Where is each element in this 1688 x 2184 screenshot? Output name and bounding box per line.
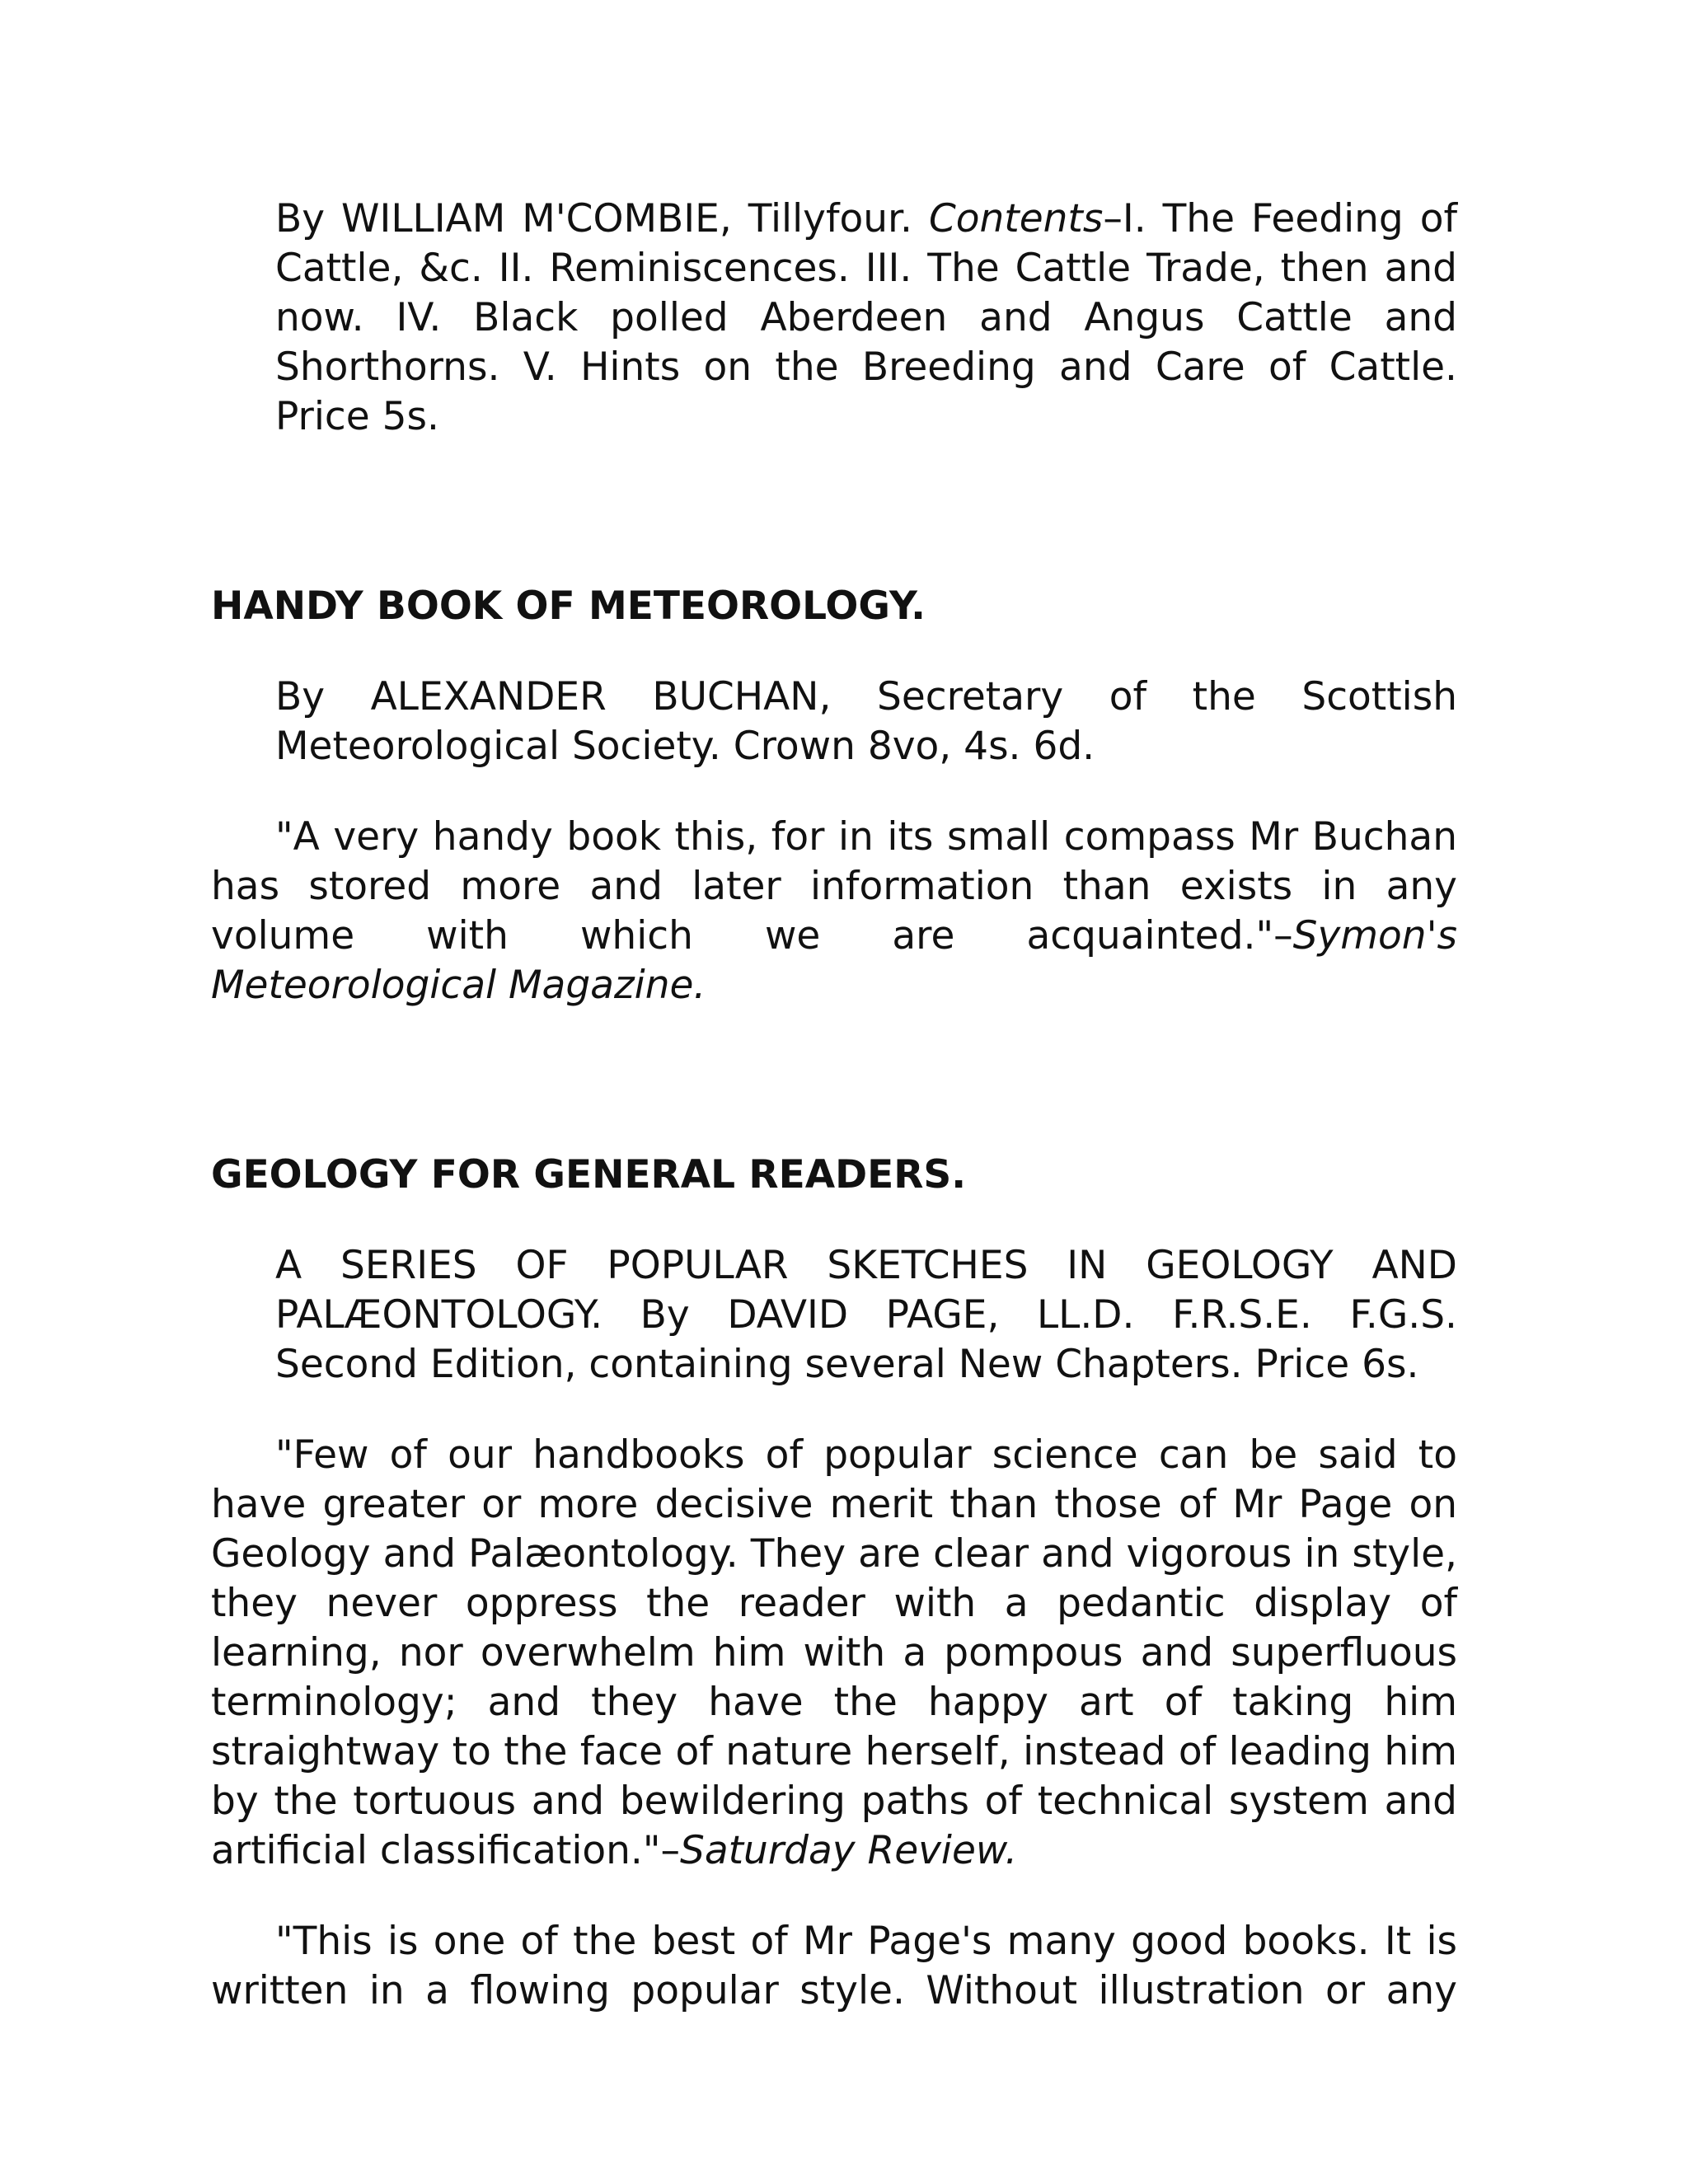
section-gap <box>211 1010 1457 1151</box>
mcombie-description <box>275 194 1457 442</box>
geology-quote-1 <box>211 1431 1457 1876</box>
geology-byline: A SERIES OF POPULAR SKETCHES IN GEOLOGY AND PALÆONTOLOGY. By DAVID PAGE, LL.D. F.R.S.E. F.G.S. Second Edition, containing several New Chapters. Price 6s. <box>275 1243 1457 1387</box>
geology-quote-1-source: Saturday Review. <box>679 1828 1018 1873</box>
mcombie-contents-label: Contents <box>928 196 1104 241</box>
geology-heading: GEOLOGY FOR GENERAL READERS. <box>211 1152 967 1197</box>
section-gap <box>211 442 1457 582</box>
heading-gap <box>211 1200 1457 1241</box>
meteorology-byline: By ALEXANDER BUCHAN, Secretary of the Scottish Meteorological Society. Crown 8vo, 4s. 6d. <box>275 674 1457 769</box>
meteorology-quote-text: "A very handy book this, for in its small compass Mr Buchan has stored more and later information than exists in any volume with which we are acquainted."– <box>211 814 1457 958</box>
geology-quote-2: "This is one of the best of Mr Page's many good books. It is written in a flowing popular style. Without illustration or any <box>211 1919 1457 2013</box>
meteorology-quote <box>211 813 1457 1010</box>
meteorology-heading: HANDY BOOK OF METEOROLOGY. <box>211 583 926 629</box>
paragraph-gap <box>211 1876 1457 1917</box>
paragraph-gap <box>211 771 1457 813</box>
paragraph-gap <box>211 1390 1457 1431</box>
mcombie-byline: By WILLIAM M'COMBIE, Tillyfour. <box>275 196 929 241</box>
heading-gap <box>211 631 1457 673</box>
mcombie-contents-list: –I. The Feeding of Cattle, &c. II. Reminiscences. III. The Cattle Trade, then and now. IV. Black polled Aberdeen and Angus Cattle and Shorthorns. V. Hints on the Breeding and Care of Cattle. Price 5s. <box>275 196 1457 439</box>
geology-quote-1-text: "Few of our handbooks of popular science can be said to have greater or more decisive merit than those of Mr Page on Geology and Palæontology. They are clear and vigorous in style, they never oppress the reader with a pedantic display of learning, nor overwhelm him with a pompous and superfluous terminology; and they have the happy art of taking him straightway to the face of nature herself, instead of leading him by the tortuous and bewildering paths of technical system and artificial classification."– <box>211 1432 1457 1873</box>
page-content <box>211 194 1457 2016</box>
meteorology-quote-source: Symon's Meteorological Magazine. <box>211 913 1457 1008</box>
